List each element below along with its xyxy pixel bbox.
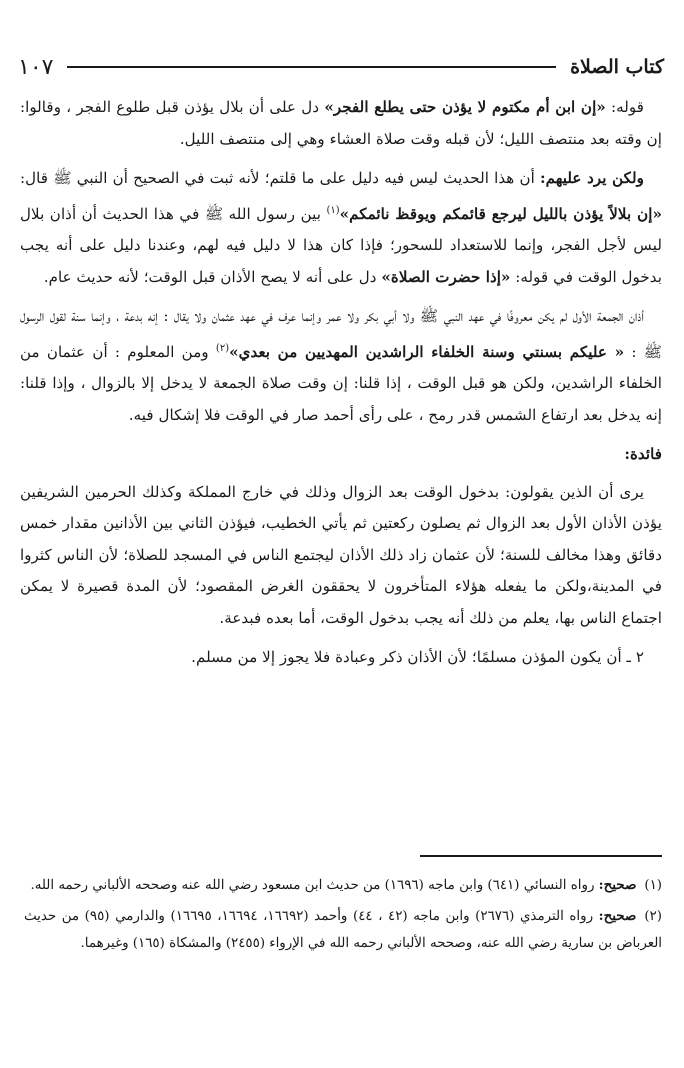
paragraph-4: يرى أن الذين يقولون: بدخول الوقت بعد الزوال وذلك في خارج المملكة وكذلك الحرمين الشريفين يؤذن الأذان الأول بعد الزوال ثم يصلون ركعتين ثم يأتي الخطيب، فيؤذن الثاني بين الأذانين مقدار خمس دقائق وهذا مخالف للسنة؛ لأن عثمان زاد ذلك الأذان ليجتمع الناس في المسجد للصلاة؛ لأن الناس كثروا في المدينة،ولكن ما يفعله هؤلاء المتأخرون لا يحققون الغرض المقصود؛ لأن المدة قصيرة لا يمكن اجتماع الناس بها، يعلم من ذلك أنه يجب بدخول الوقت، أما بعده فبدعة. <box>20 482 662 627</box>
chapter-title: كتاب الصلاة <box>570 56 664 78</box>
paragraph-1-text-cont: دل على أن بلال يؤذن قبل طلوع الفجر ، وقالوا: إن وقته بعد منتصف الليل؛ لأن قبله وقت صلاة العشاء وهي إلى منتصف الليل. <box>20 98 662 148</box>
paragraph-2-text: أن هذا الحديث ليس فيه دليل على ما قلتم؛ لأنه ثبت في الصحيح أن النبي ﷺ قال: <box>20 169 541 187</box>
paragraph-3-text-cont: ومن المعلوم : أن عثمان من الخلفاء الراشدين، ولكن هو قبل الوقت ، إذا قلنا: إن وقت صلاة الجمعة لا يدخل إلا بالزوال ، وإذا قلنا: إنه يدخل بعد ارتفاع الشمس قدر رمح ، على رأى أحمد صار في الوقت فلا إشكال فيه. <box>20 342 662 424</box>
paragraph-1-text: قوله: <box>605 98 644 116</box>
footnote-grade: صحيح: <box>598 877 637 893</box>
paragraph-2 <box>20 163 662 293</box>
footnote-text: رواه النسائي (٦٤١) وابن ماجه (١٦٩٦) من حديث ابن مسعود رضي الله عنه وصححه الألباني رحمه الله. <box>30 878 599 893</box>
footnote-number: (١) <box>644 878 662 893</box>
running-header <box>18 52 664 82</box>
hadith-quote-1: «إن ابن أم مكتوم لا يؤذن حتى يطلع الفجر» <box>324 98 606 116</box>
footnote-number: (٢) <box>644 909 662 924</box>
footnote-separator <box>420 855 662 857</box>
footnote-2 <box>24 903 662 957</box>
section-heading: فائدة: <box>624 445 662 464</box>
hadith-quote-3: «إذا حضرت الصلاة» <box>381 267 511 286</box>
paragraph-1 <box>20 92 662 155</box>
footnote-ref-2[interactable]: (٢) <box>215 342 230 354</box>
main-text <box>20 92 662 682</box>
paragraph-2-text-end: دل على أنه لا يصح الأذان قبل الوقت؛ لأنه حديث عام. <box>43 267 382 286</box>
paragraph-3 <box>20 301 662 431</box>
footnote-grade: صحيح: <box>598 908 637 924</box>
footnote-text: رواه الترمذي (٢٦٧٦) وابن ماجه (٤٢ ، ٤٤) وأحمد (١٦٦٩٢، ١٦٦٩٤، ١٦٦٩٥) والدارمي (٩٥) من حديث العرباض بن سارية رضي الله عنه، وصححه الألباني رحمه الله في الإرواء (٢٤٥٥) والمشكاة (١٦٥) وغيرهما. <box>24 909 662 951</box>
hadith-quote-2: «إن بلالاً يؤذن بالليل ليرجع قائمكم ويوقظ نائمكم» <box>339 204 663 223</box>
footnote-1 <box>24 872 662 899</box>
objection-lead: ولكن يرد عليهم: <box>540 169 644 187</box>
hadith-quote-4: « عليكم بسنتي وسنة الخلفاء الراشدين المهديين من بعدي» <box>229 342 625 361</box>
paragraph-2-text-cont: بين رسول الله ﷺ في هذا الحديث أن أذان بلال ليس لأجل الفجر، وإنما للاستعداد للسحور؛ فإذا كان هذا لا دليل فيه لهم، وعندنا دليل على أنه يجب بدخول الوقت في قوله: <box>20 204 662 286</box>
header-rule <box>67 66 556 68</box>
footnotes <box>24 872 662 961</box>
paragraph-5: ٢ ـ أن يكون المؤذن مسلمًا؛ لأن الأذان ذكر وعبادة فلا يجوز إلا من مسلم. <box>191 648 644 667</box>
page-number: ١٠٧ <box>18 54 54 80</box>
footnote-ref-1[interactable]: (١) <box>326 204 340 216</box>
paragraph-3-text: أذان الجمعة الأول لم يكن معروفًا في عهد النبي ﷺ ولا أبي بكر ولا عمر وإنما عرف في عهد عثمان ولا يقال : إنه بدعة ، وإنما سنة لقول الرسول ﷺ : <box>20 307 663 361</box>
